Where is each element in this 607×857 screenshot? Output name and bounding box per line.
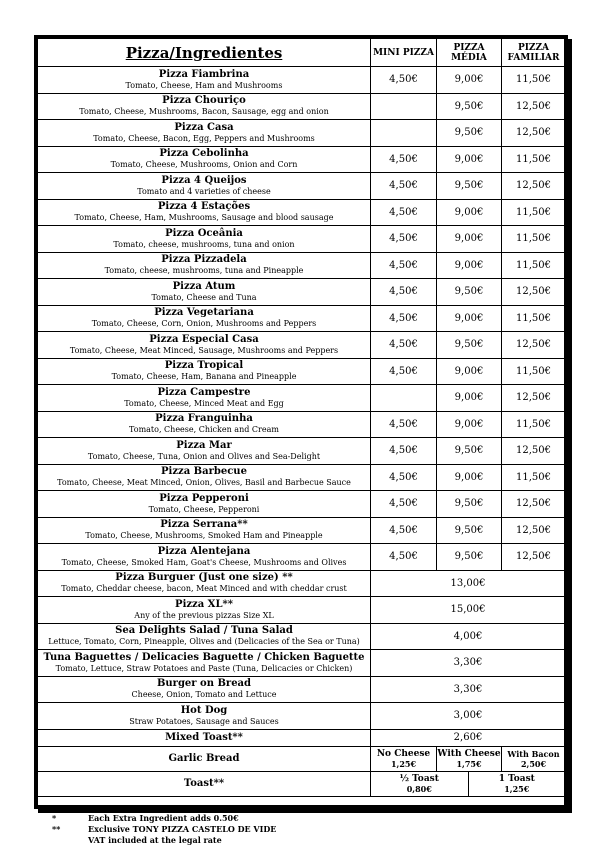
special-row	[38, 703, 566, 730]
item-ingredients: Tomato, Cheese and Tuna	[151, 292, 257, 302]
price-familiar: 11,50€	[502, 252, 566, 279]
price-mini: 4,50€	[371, 305, 437, 332]
toast-option: 1 Toast 1,25€	[468, 772, 566, 796]
price-familiar: 11,50€	[502, 464, 566, 491]
footer-note: * Each Extra Ingredient adds 0.50€	[52, 813, 239, 823]
item-name: Pizza 4 Queijos	[161, 174, 247, 186]
item-ingredients: Straw Potatoes, Sausage and Sauces	[129, 716, 279, 726]
price-familiar: 11,50€	[502, 146, 566, 173]
item-name: Pizza Barbecue	[161, 466, 247, 478]
price-mini: 4,50€	[371, 544, 437, 571]
price-mini: 4,50€	[371, 358, 437, 385]
menu-row	[38, 252, 566, 279]
item-ingredients: Tomato, Lettuce, Straw Potatoes and Paste (Tuna, Delicacies or Chicken)	[55, 663, 353, 673]
price-media: 9,00€	[437, 146, 502, 173]
price-familiar: 11,50€	[502, 67, 566, 94]
item-price: 13,00€	[371, 570, 566, 597]
price-familiar: 12,50€	[502, 385, 566, 412]
col-mini: MINI PIZZA	[371, 39, 437, 67]
price-media: 9,50€	[437, 491, 502, 518]
price-familiar: 11,50€	[502, 358, 566, 385]
item-price: 4,00€	[371, 623, 566, 650]
price-familiar: 12,50€	[502, 491, 566, 518]
item-ingredients: Tomato, Cheese, Corn, Onion, Mushrooms and Peppers	[91, 319, 317, 329]
price-familiar: 12,50€	[502, 173, 566, 200]
price-mini: 4,50€	[371, 517, 437, 544]
toast-option: ½ Toast 0,80€	[399, 773, 439, 794]
menu-row	[38, 332, 566, 359]
footer-note: VAT included at the legal rate	[88, 835, 222, 845]
item-ingredients: Tomato, Cheese, Mushrooms, Onion and Corn	[110, 160, 298, 170]
menu-row	[38, 517, 566, 544]
price-mini	[371, 120, 437, 147]
item-name: Pizza Casa	[174, 121, 234, 133]
menu-row	[38, 305, 566, 332]
item-ingredients: Tomato, cheese, mushrooms, tuna and onion	[113, 239, 295, 249]
item-name: Pizza Burguer (Just one size) **	[115, 572, 293, 584]
item-ingredients: Tomato, Cheese, Pepperoni	[148, 504, 260, 514]
menu-row	[38, 464, 566, 491]
item-name: Pizza Chouriço	[162, 95, 246, 107]
menu-row	[38, 120, 566, 147]
price-media: 9,50€	[437, 544, 502, 571]
toast-row	[38, 771, 566, 796]
price-mini	[371, 385, 437, 412]
price-mini	[371, 93, 437, 120]
price-media: 9,00€	[437, 199, 502, 226]
price-mini: 4,50€	[371, 252, 437, 279]
menu-row	[38, 93, 566, 120]
price-media: 9,00€	[437, 252, 502, 279]
price-media: 9,50€	[437, 120, 502, 147]
item-name: Sea Delights Salad / Tuna Salad	[115, 625, 293, 637]
item-name: Tuna Baguettes / Delicacies Baguette / Chicken Baguette	[43, 651, 365, 663]
price-familiar: 12,50€	[502, 120, 566, 147]
item-price: 3,30€	[371, 676, 566, 703]
garlic-option: With Bacon 2,50€	[502, 746, 566, 771]
price-media: 9,50€	[437, 438, 502, 465]
price-media: 9,00€	[437, 226, 502, 253]
item-ingredients: Tomato, Cheese, Meat Minced, Sausage, Mushrooms and Peppers	[69, 345, 339, 355]
price-media: 9,00€	[437, 385, 502, 412]
item-ingredients: Tomato, Cheese, Chicken and Cream	[129, 425, 279, 435]
item-name: Pizza Pizzadela	[161, 254, 247, 266]
item-name: Garlic Bread	[168, 753, 240, 764]
item-name: Pizza 4 Estações	[157, 201, 251, 213]
special-row	[38, 676, 566, 703]
price-mini: 4,50€	[371, 199, 437, 226]
price-familiar: 12,50€	[502, 438, 566, 465]
price-mini: 4,50€	[371, 226, 437, 253]
item-ingredients: Tomato, Cheese, Mushrooms, Bacon, Sausage, egg and onion	[79, 107, 329, 117]
menu-row	[38, 411, 566, 438]
special-row	[38, 570, 566, 597]
item-name: Mixed Toast**	[165, 732, 243, 743]
price-familiar: 11,50€	[502, 199, 566, 226]
garlic-option: No Cheese 1,25€	[371, 746, 437, 771]
garlic-bread-row	[38, 746, 566, 771]
price-familiar: 12,50€	[502, 332, 566, 359]
item-ingredients: Tomato, Cheese, Tuna, Onion and Olives and Sea-Delight	[87, 451, 321, 461]
special-row	[38, 650, 566, 677]
price-media: 9,00€	[437, 358, 502, 385]
item-name: Pizza Franguinha	[155, 413, 253, 425]
item-price: 3,00€	[371, 703, 566, 730]
item-name: Pizza Especial Casa	[149, 333, 259, 345]
special-row	[38, 623, 566, 650]
price-media: 9,50€	[437, 279, 502, 306]
item-ingredients: Tomato, Cheese, Smoked Ham, Goat's Cheese, Mushrooms and Olives	[61, 557, 347, 567]
item-name: Pizza Fiambrina	[158, 68, 250, 80]
menu-row	[38, 226, 566, 253]
price-media: 9,50€	[437, 332, 502, 359]
item-ingredients: Tomato, Cheese, Mushrooms, Smoked Ham and Pineapple	[85, 531, 323, 541]
item-price: 15,00€	[371, 597, 566, 624]
item-name: Pizza Serrana**	[160, 519, 248, 531]
price-mini: 4,50€	[371, 438, 437, 465]
item-name: Pizza Atum	[172, 280, 236, 292]
price-familiar: 11,50€	[502, 411, 566, 438]
price-mini: 4,50€	[371, 67, 437, 94]
price-media: 9,00€	[437, 305, 502, 332]
menu-row	[38, 385, 566, 412]
item-ingredients: Any of the previous pizzas Size XL	[134, 610, 274, 620]
item-price: 2,60€	[371, 729, 566, 746]
item-ingredients: Tomato, Cheese, Minced Meat and Egg	[124, 398, 284, 408]
item-ingredients: Tomato, Cheddar cheese, bacon, Meat Minced and with cheddar crust	[61, 584, 347, 594]
price-mini: 4,50€	[371, 279, 437, 306]
price-media: 9,50€	[437, 93, 502, 120]
item-price: 3,30€	[371, 650, 566, 677]
menu-row	[38, 173, 566, 200]
item-name: Burger on Bread	[156, 678, 252, 690]
menu-title: Pizza/Ingredientes	[38, 39, 371, 67]
item-ingredients: Tomato, Cheese, Ham, Banana and Pineapple	[111, 372, 297, 382]
menu-row	[38, 438, 566, 465]
item-name: Pizza Mar	[176, 439, 232, 451]
price-familiar: 11,50€	[502, 226, 566, 253]
item-name: Pizza Campestre	[157, 386, 251, 398]
item-ingredients: Tomato, Cheese, Ham and Mushrooms	[125, 80, 283, 90]
price-media: 9,00€	[437, 464, 502, 491]
price-mini: 4,50€	[371, 464, 437, 491]
menu-row	[38, 279, 566, 306]
item-name: Hot Dog	[180, 704, 228, 716]
price-mini: 4,50€	[371, 491, 437, 518]
menu-row	[38, 67, 566, 94]
item-name: Pizza Alentejana	[157, 545, 251, 557]
price-familiar: 12,50€	[502, 544, 566, 571]
item-ingredients: Lettuce, Tomato, Corn, Pineapple, Olives and (Delicacies of the Sea or Tuna)	[48, 637, 360, 647]
price-familiar: 11,50€	[502, 305, 566, 332]
price-mini: 4,50€	[371, 173, 437, 200]
price-mini: 4,50€	[371, 332, 437, 359]
garlic-option: With Cheese 1,75€	[437, 746, 502, 771]
item-ingredients: Tomato, cheese, mushrooms, tuna and Pineapple	[104, 266, 304, 276]
price-media: 9,50€	[437, 517, 502, 544]
item-ingredients: Cheese, Onion, Tomato and Lettuce	[131, 690, 277, 700]
item-name: Pizza Pepperoni	[159, 492, 249, 504]
menu-row	[38, 358, 566, 385]
item-name: Pizza XL**	[175, 598, 233, 610]
price-media: 9,00€	[437, 411, 502, 438]
price-media: 9,00€	[437, 67, 502, 94]
mixed-toast-row	[38, 729, 566, 746]
col-familiar: PIZZA FAMILIAR	[502, 39, 566, 67]
col-media: PIZZA MÉDIA	[437, 39, 502, 67]
menu-row	[38, 544, 566, 571]
header-row	[38, 39, 566, 67]
item-name: Pizza Tropical	[164, 360, 244, 372]
item-ingredients: Tomato, Cheese, Meat Minced, Onion, Olives, Basil and Barbecue Sauce	[57, 478, 351, 488]
item-ingredients: Tomato, Cheese, Ham, Mushrooms, Sausage and blood sausage	[74, 213, 334, 223]
menu-table	[37, 38, 566, 797]
item-ingredients: Tomato and 4 varieties of cheese	[137, 186, 271, 196]
menu-row	[38, 146, 566, 173]
price-mini: 4,50€	[371, 411, 437, 438]
price-familiar: 12,50€	[502, 517, 566, 544]
price-familiar: 12,50€	[502, 279, 566, 306]
special-row	[38, 597, 566, 624]
item-ingredients: Tomato, Cheese, Bacon, Egg, Peppers and Mushrooms	[93, 133, 315, 143]
footer-notes	[52, 813, 276, 846]
menu-row	[38, 199, 566, 226]
item-name: Toast**	[183, 778, 225, 789]
price-media: 9,50€	[437, 173, 502, 200]
footer-note: ** Exclusive TONY PIZZA CASTELO DE VIDE	[52, 824, 277, 834]
price-mini: 4,50€	[371, 146, 437, 173]
menu-row	[38, 491, 566, 518]
item-name: Pizza Oceânia	[165, 227, 243, 239]
item-name: Pizza Vegetariana	[154, 307, 254, 319]
item-name: Pizza Cebolinha	[159, 148, 249, 160]
price-familiar: 12,50€	[502, 93, 566, 120]
